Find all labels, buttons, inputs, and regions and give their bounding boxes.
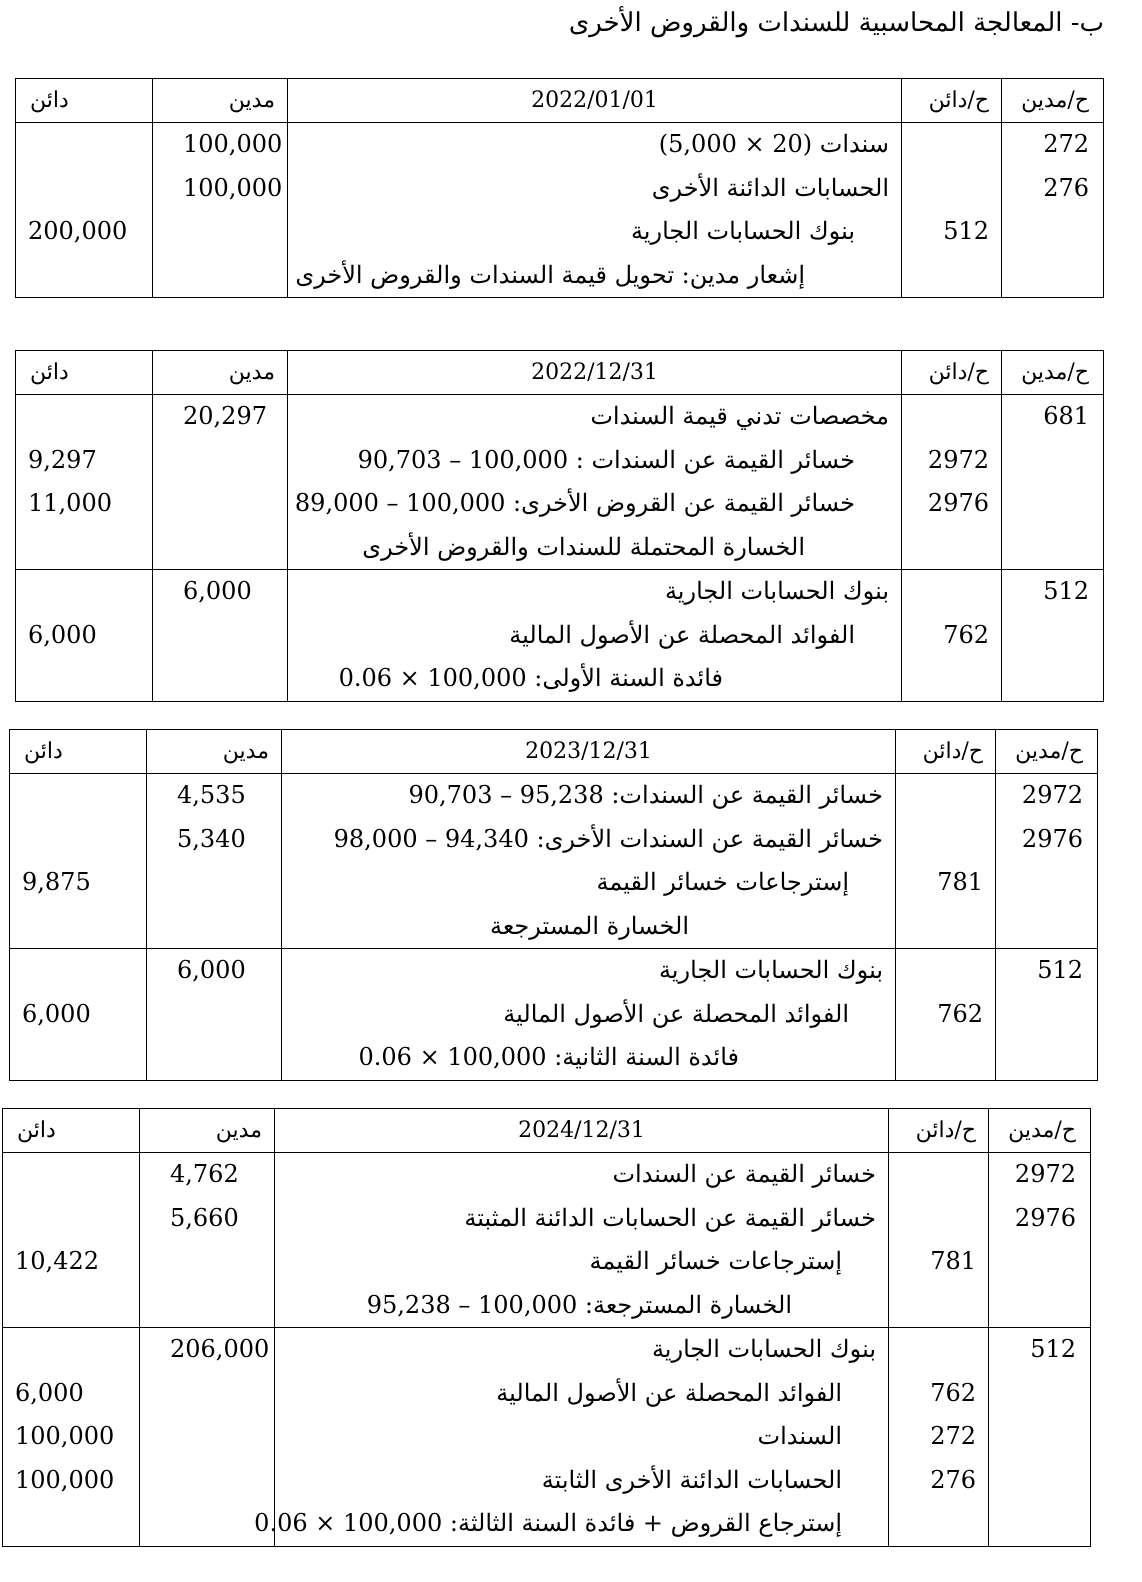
account-code (902, 570, 989, 614)
debit-amount: 100,000 (183, 173, 283, 202)
debit-amount: 5,340 (177, 824, 246, 853)
credit-amount (22, 818, 146, 862)
entry-description: مخصصات تدني قيمة السندات (590, 402, 889, 430)
account-code (989, 1372, 1076, 1416)
account-code: 2976 (927, 489, 989, 517)
debit-amount (153, 482, 287, 526)
entry-description: الحسابات الدائنة الأخرى (651, 173, 889, 202)
account-code (902, 395, 989, 439)
entry-description: خسائر القيمة عن السندات: 95,238 – 90,703 (408, 781, 883, 809)
journal-header-row (3, 1109, 1091, 1153)
account-code (1002, 482, 1089, 526)
debit-account-cell (989, 1328, 1091, 1547)
account-code (902, 167, 989, 211)
entry-row (10, 774, 1098, 949)
account-code (996, 1036, 1083, 1080)
debit-amount-cell (153, 395, 288, 570)
account-code: 2976 (1021, 824, 1083, 853)
journal-date: 2023/12/31 (282, 730, 896, 774)
credit-amount (15, 1328, 139, 1372)
credit-amount-cell (16, 395, 153, 570)
account-code (902, 526, 989, 570)
header-debit: مدين (140, 1109, 275, 1153)
entry-description: الحسابات الدائنة الأخرى الثابتة (541, 1465, 842, 1494)
account-code: 781 (930, 1247, 976, 1275)
header-credit-account: ح/دائن (889, 1109, 989, 1153)
debit-amount-cell (153, 123, 288, 298)
account-code: 512 (1043, 577, 1089, 605)
account-code (889, 1328, 976, 1372)
account-code (996, 905, 1083, 949)
debit-amount: 20,297 (183, 402, 267, 430)
debit-amount (140, 1372, 274, 1416)
debit-amount (147, 993, 281, 1037)
entry-description: بنوك الحسابات الجارية (651, 1335, 876, 1363)
entry-description: الفوائد المحصلة عن الأصول المالية (509, 620, 855, 649)
debit-amount (140, 1415, 274, 1459)
account-code: 2972 (1014, 1160, 1076, 1188)
credit-account-cell (896, 774, 996, 949)
entry-description: الفوائد المحصلة عن الأصول المالية (496, 1378, 842, 1407)
credit-account-cell (896, 949, 996, 1081)
account-code (989, 1240, 1076, 1284)
header-debit-account: ح/مدين (989, 1109, 1091, 1153)
header-debit-account: ح/مدين (1002, 351, 1104, 395)
debit-account-cell (989, 1153, 1091, 1328)
header-credit: دائن (16, 351, 153, 395)
journal-table (15, 350, 1104, 702)
credit-amount (28, 395, 152, 439)
description-cell (275, 1153, 889, 1328)
journal-date: 2022/01/01 (288, 79, 902, 123)
credit-amount: 10,422 (15, 1247, 99, 1275)
header-credit-account: ح/دائن (902, 351, 1002, 395)
account-code (1002, 439, 1089, 483)
credit-amount (28, 123, 152, 167)
debit-amount (153, 254, 287, 298)
account-code: 276 (930, 1465, 976, 1494)
debit-amount (153, 439, 287, 483)
credit-amount: 6,000 (15, 1378, 84, 1407)
description-cell (282, 949, 896, 1081)
credit-amount: 9,297 (28, 445, 97, 474)
entry-description: الفوائد المحصلة عن الأصول المالية (503, 999, 849, 1028)
entry-row (3, 1328, 1091, 1547)
description-cell (288, 570, 902, 702)
header-debit: مدين (147, 730, 282, 774)
account-code (902, 123, 989, 167)
entry-description: خسائر القيمة عن السندات : 100,000 – 90,703 (357, 445, 855, 474)
account-code: 512 (1030, 1335, 1076, 1363)
debit-amount (147, 1036, 281, 1080)
account-code (896, 774, 983, 818)
credit-amount: 9,875 (22, 868, 91, 896)
header-credit-account: ح/دائن (896, 730, 996, 774)
account-code (996, 993, 1083, 1037)
credit-account-cell (902, 123, 1002, 298)
journal-table (2, 1108, 1091, 1547)
account-code: 681 (1043, 402, 1089, 430)
debit-amount (153, 614, 287, 658)
entry-description: بنوك الحسابات الجارية (664, 577, 889, 605)
account-code (989, 1284, 1076, 1328)
account-code (896, 949, 983, 993)
credit-amount-cell (10, 774, 147, 949)
entry-description: خسائر القيمة عن الحسابات الدائنة المثبتة (464, 1203, 876, 1232)
entry-note: الخسارة المسترجعة (489, 911, 689, 940)
credit-amount (15, 1502, 139, 1546)
entry-description: إسترجاعات خسائر القيمة (596, 868, 849, 896)
entry-description: بنوك الحسابات الجارية (630, 217, 855, 245)
account-code (1002, 657, 1089, 701)
description-cell (288, 395, 902, 570)
credit-amount (28, 167, 152, 211)
account-code (1002, 526, 1089, 570)
entry-row (16, 123, 1104, 298)
debit-account-cell (1002, 395, 1104, 570)
debit-account-cell (996, 949, 1098, 1081)
debit-amount (147, 905, 281, 949)
credit-account-cell (902, 395, 1002, 570)
credit-account-cell (902, 570, 1002, 702)
entry-row (16, 395, 1104, 570)
credit-amount-cell (3, 1328, 140, 1547)
credit-amount: 200,000 (28, 217, 128, 245)
credit-amount (28, 526, 152, 570)
account-code (996, 861, 1083, 905)
entry-description: خسائر القيمة عن القروض الأخرى: 100,000 – 89,000 (294, 489, 855, 517)
account-code: 272 (1043, 130, 1089, 158)
account-code (896, 905, 983, 949)
header-credit: دائن (3, 1109, 140, 1153)
credit-account-cell (889, 1153, 989, 1328)
account-code: 272 (930, 1422, 976, 1450)
entry-note: فائدة السنة الأولى: 100,000 × 0.06 (338, 664, 723, 692)
account-code: 762 (943, 620, 989, 649)
debit-amount (153, 526, 287, 570)
header-debit: مدين (153, 351, 288, 395)
account-code: 276 (1043, 173, 1089, 202)
credit-amount (22, 905, 146, 949)
debit-amount (153, 210, 287, 254)
debit-amount-cell (140, 1153, 275, 1328)
journal-date: 2022/12/31 (288, 351, 902, 395)
entry-description: سندات (20 × 5,000) (658, 130, 889, 158)
entry-note: إشعار مدين: تحويل قيمة السندات والقروض الأخرى (295, 260, 805, 289)
debit-amount (147, 861, 281, 905)
credit-amount: 11,000 (28, 489, 112, 517)
account-code (889, 1197, 976, 1241)
header-debit-account: ح/مدين (996, 730, 1098, 774)
credit-amount: 100,000 (15, 1422, 115, 1450)
entry-description: إسترجاعات خسائر القيمة (589, 1247, 842, 1275)
header-debit: مدين (153, 79, 288, 123)
entry-note: الخسارة المسترجعة: 100,000 – 95,238 (366, 1290, 792, 1319)
header-debit-account: ح/مدين (1002, 79, 1104, 123)
debit-amount (140, 1459, 274, 1503)
entry-row (16, 570, 1104, 702)
entry-row (3, 1153, 1091, 1328)
debit-amount: 6,000 (177, 956, 246, 984)
account-code (889, 1153, 976, 1197)
account-code (1002, 614, 1089, 658)
entry-note: الخسارة المحتملة للسندات والقروض الأخرى (362, 532, 805, 561)
account-code: 512 (1037, 956, 1083, 984)
account-code: 2972 (1021, 781, 1083, 809)
debit-amount: 6,000 (183, 577, 252, 605)
account-code (889, 1284, 976, 1328)
debit-amount (153, 657, 287, 701)
credit-amount (22, 1036, 146, 1080)
credit-account-cell (889, 1328, 989, 1547)
account-code (989, 1502, 1076, 1546)
debit-amount (140, 1284, 274, 1328)
account-code (902, 254, 989, 298)
credit-amount: 6,000 (28, 620, 97, 649)
entry-row (10, 949, 1098, 1081)
debit-amount-cell (147, 949, 282, 1081)
entry-note: فائدة السنة الثانية: 100,000 × 0.06 (358, 1043, 739, 1071)
entry-description: بنوك الحسابات الجارية (658, 956, 883, 984)
account-code: 2976 (1014, 1203, 1076, 1232)
credit-amount: 100,000 (15, 1465, 115, 1494)
account-code (1002, 254, 1089, 298)
description-cell (282, 774, 896, 949)
account-code (896, 1036, 983, 1080)
debit-account-cell (996, 774, 1098, 949)
account-code (889, 1502, 976, 1546)
credit-amount (22, 774, 146, 818)
journal-table (15, 78, 1104, 298)
account-code: 762 (937, 999, 983, 1028)
account-code (1002, 210, 1089, 254)
debit-amount: 5,660 (170, 1203, 239, 1232)
account-code: 762 (930, 1378, 976, 1407)
entry-description: خسائر القيمة عن السندات (612, 1160, 876, 1188)
credit-amount-cell (3, 1153, 140, 1328)
header-credit: دائن (10, 730, 147, 774)
account-code (989, 1459, 1076, 1503)
credit-amount-cell (16, 570, 153, 702)
credit-amount (15, 1284, 139, 1328)
credit-amount (28, 657, 152, 701)
journal-header-row (10, 730, 1098, 774)
debit-amount: 100,000 (183, 130, 283, 158)
debit-amount: 4,762 (170, 1160, 239, 1188)
credit-amount (28, 254, 152, 298)
credit-amount (15, 1153, 139, 1197)
journal-header-row (16, 79, 1104, 123)
credit-amount: 6,000 (22, 999, 91, 1028)
debit-account-cell (1002, 123, 1104, 298)
debit-amount: 206,000 (170, 1335, 270, 1363)
debit-amount-cell (147, 774, 282, 949)
entry-note: إسترجاع القروض + فائدة السنة الثالثة: 100,000 × 0.06 (254, 1509, 842, 1537)
account-code: 2972 (927, 445, 989, 474)
account-code: 781 (937, 868, 983, 896)
account-code (902, 657, 989, 701)
debit-amount-cell (153, 570, 288, 702)
description-cell (288, 123, 902, 298)
account-code (896, 818, 983, 862)
journal-header-row (16, 351, 1104, 395)
credit-amount (15, 1197, 139, 1241)
header-credit-account: ح/دائن (902, 79, 1002, 123)
credit-amount (28, 570, 152, 614)
entry-description: السندات (757, 1422, 842, 1450)
header-credit: دائن (16, 79, 153, 123)
account-code (989, 1415, 1076, 1459)
debit-amount: 4,535 (177, 781, 246, 809)
credit-amount-cell (16, 123, 153, 298)
debit-amount (140, 1240, 274, 1284)
credit-amount-cell (10, 949, 147, 1081)
entry-description: خسائر القيمة عن السندات الأخرى: 94,340 – 98,000 (333, 824, 883, 853)
journal-table (9, 729, 1098, 1081)
credit-amount (22, 949, 146, 993)
page-title: ب- المعالجة المحاسبية للسندات والقروض الأخرى (568, 8, 1104, 38)
account-code: 512 (943, 217, 989, 245)
journal-date: 2024/12/31 (275, 1109, 889, 1153)
debit-account-cell (1002, 570, 1104, 702)
description-cell (254, 1328, 889, 1547)
